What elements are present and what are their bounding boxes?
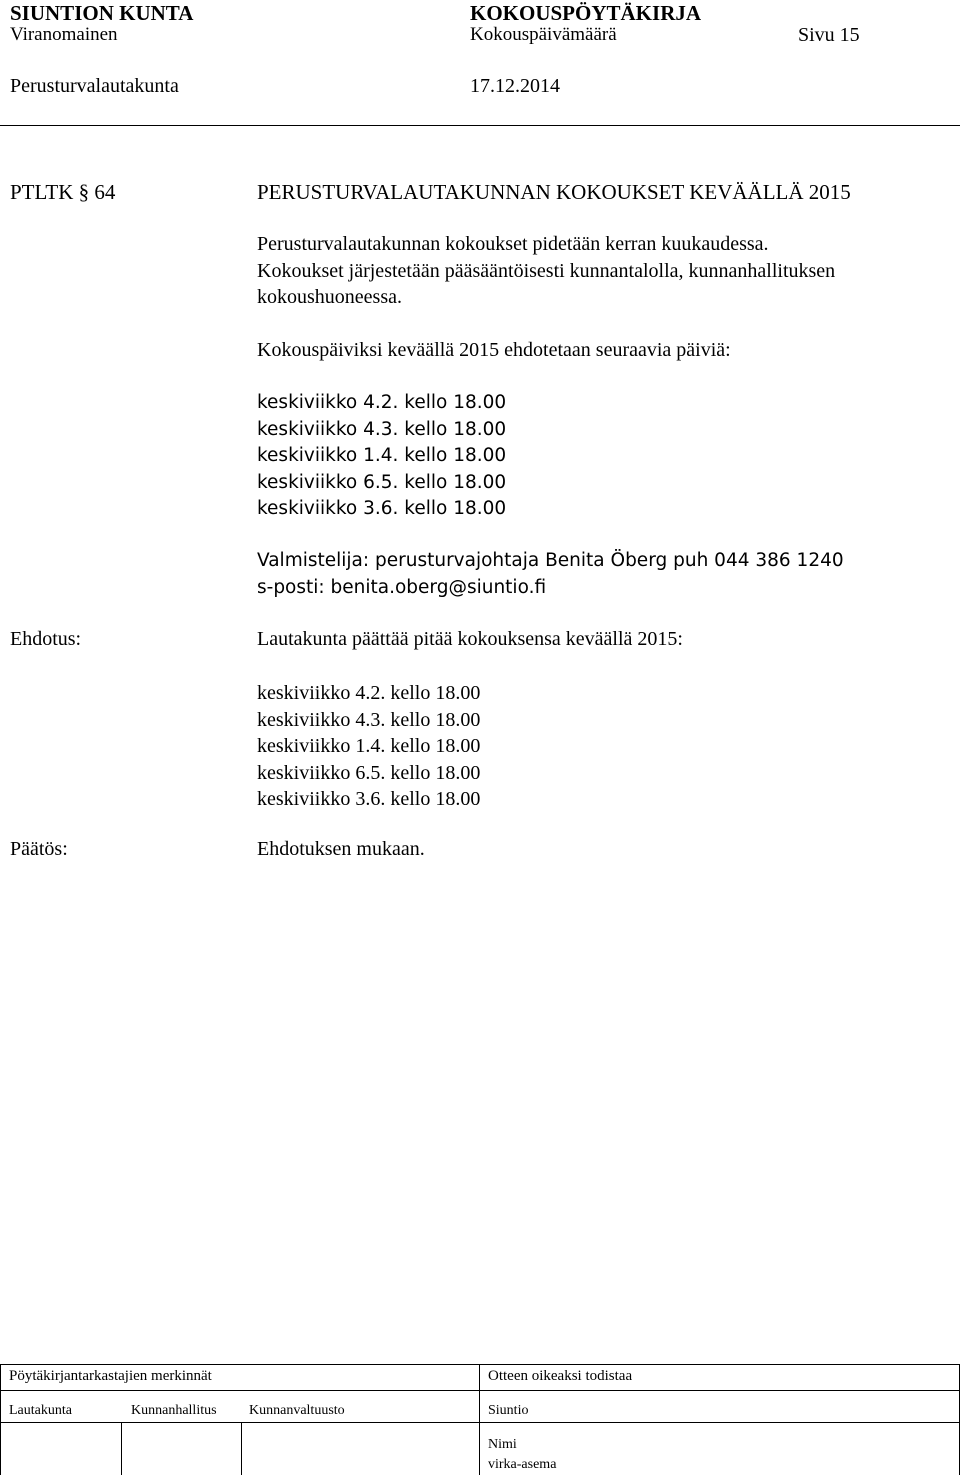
header-divider xyxy=(0,125,960,126)
certify-place: Siuntio xyxy=(488,1403,529,1418)
date-item: keskiviikko 3.6. kello 18.00 xyxy=(257,498,507,519)
column-board: Lautakunta xyxy=(9,1403,72,1418)
footer-cell-divider xyxy=(241,1422,242,1475)
intro-line: kokoushuoneessa. xyxy=(257,286,402,308)
date-item: keskiviikko 4.2. kello 18.00 xyxy=(257,392,507,413)
section-title: PERUSTURVALAUTAKUNNAN KOKOUKSET KEVÄÄLLÄ 2015 xyxy=(257,180,851,204)
position-label: virka-asema xyxy=(488,1457,557,1472)
preparer-block xyxy=(257,548,844,601)
footer-row-divider xyxy=(0,1390,960,1391)
date-item: keskiviikko 4.3. kello 18.00 xyxy=(257,418,507,440)
date-item: keskiviikko 6.5. kello 18.00 xyxy=(257,471,507,493)
preparer-info: Valmistelija: perusturvajohtaja Benita Öberg puh 044 386 1240 xyxy=(257,550,844,571)
footer-top-border xyxy=(0,1364,960,1365)
authority-label: Viranomainen xyxy=(10,24,118,45)
decided-dates-list xyxy=(257,680,480,813)
footer-cell-divider xyxy=(121,1422,122,1475)
name-label: Nimi xyxy=(488,1437,517,1452)
municipality-name: SIUNTION KUNTA xyxy=(10,1,194,25)
column-executive: Kunnanhallitus xyxy=(131,1403,217,1418)
certified-label: Otteen oikeaksi todistaa xyxy=(488,1368,633,1384)
decision-text: Ehdotuksen mukaan. xyxy=(257,838,425,860)
date-item: keskiviikko 6.5. kello 18.00 xyxy=(257,761,481,784)
date-item: keskiviikko 4.3. kello 18.00 xyxy=(257,708,481,731)
date-item: keskiviikko 3.6. kello 18.00 xyxy=(257,788,481,810)
footer-row-divider xyxy=(0,1422,960,1423)
decision-label: Päätös: xyxy=(10,838,68,860)
date-item: keskiviikko 1.4. kello 18.00 xyxy=(257,445,507,466)
page-number: Sivu 15 xyxy=(798,24,860,46)
date-item: keskiviikko 1.4. kello 18.00 xyxy=(257,735,481,757)
proposal-intro: Kokouspäiviksi keväällä 2015 ehdotetaan seuraavia päiviä: xyxy=(257,339,731,361)
meeting-date: 17.12.2014 xyxy=(470,75,560,97)
intro-line: Perusturvalautakunnan kokoukset pidetään kerran kuukaudessa. xyxy=(257,233,769,255)
section-number: PTLTK § 64 xyxy=(10,180,116,204)
proposed-dates-list xyxy=(257,390,506,523)
intro-paragraph xyxy=(257,231,835,311)
authority-name: Perusturvalautakunta xyxy=(10,75,179,97)
document-type: KOKOUSPÖYTÄKIRJA xyxy=(470,1,702,25)
meeting-date-label: Kokouspäivämäärä xyxy=(470,24,617,45)
proposal-text: Lautakunta päättää pitää kokouksensa keväällä 2015: xyxy=(257,628,683,650)
footer-left-border xyxy=(0,1364,1,1475)
proposal-label: Ehdotus: xyxy=(10,628,82,650)
date-item: keskiviikko 4.2. kello 18.00 xyxy=(257,682,481,704)
intro-line: Kokoukset järjestetään pääsääntöisesti kunnantalolla, kunnanhallituksen xyxy=(257,259,836,282)
footer-column-divider xyxy=(479,1364,480,1475)
preparer-email: s-posti: benita.oberg@siuntio.fi xyxy=(257,576,547,598)
column-council: Kunnanvaltuusto xyxy=(249,1403,345,1418)
inspectors-label: Pöytäkirjantarkastajien merkinnät xyxy=(9,1368,212,1384)
